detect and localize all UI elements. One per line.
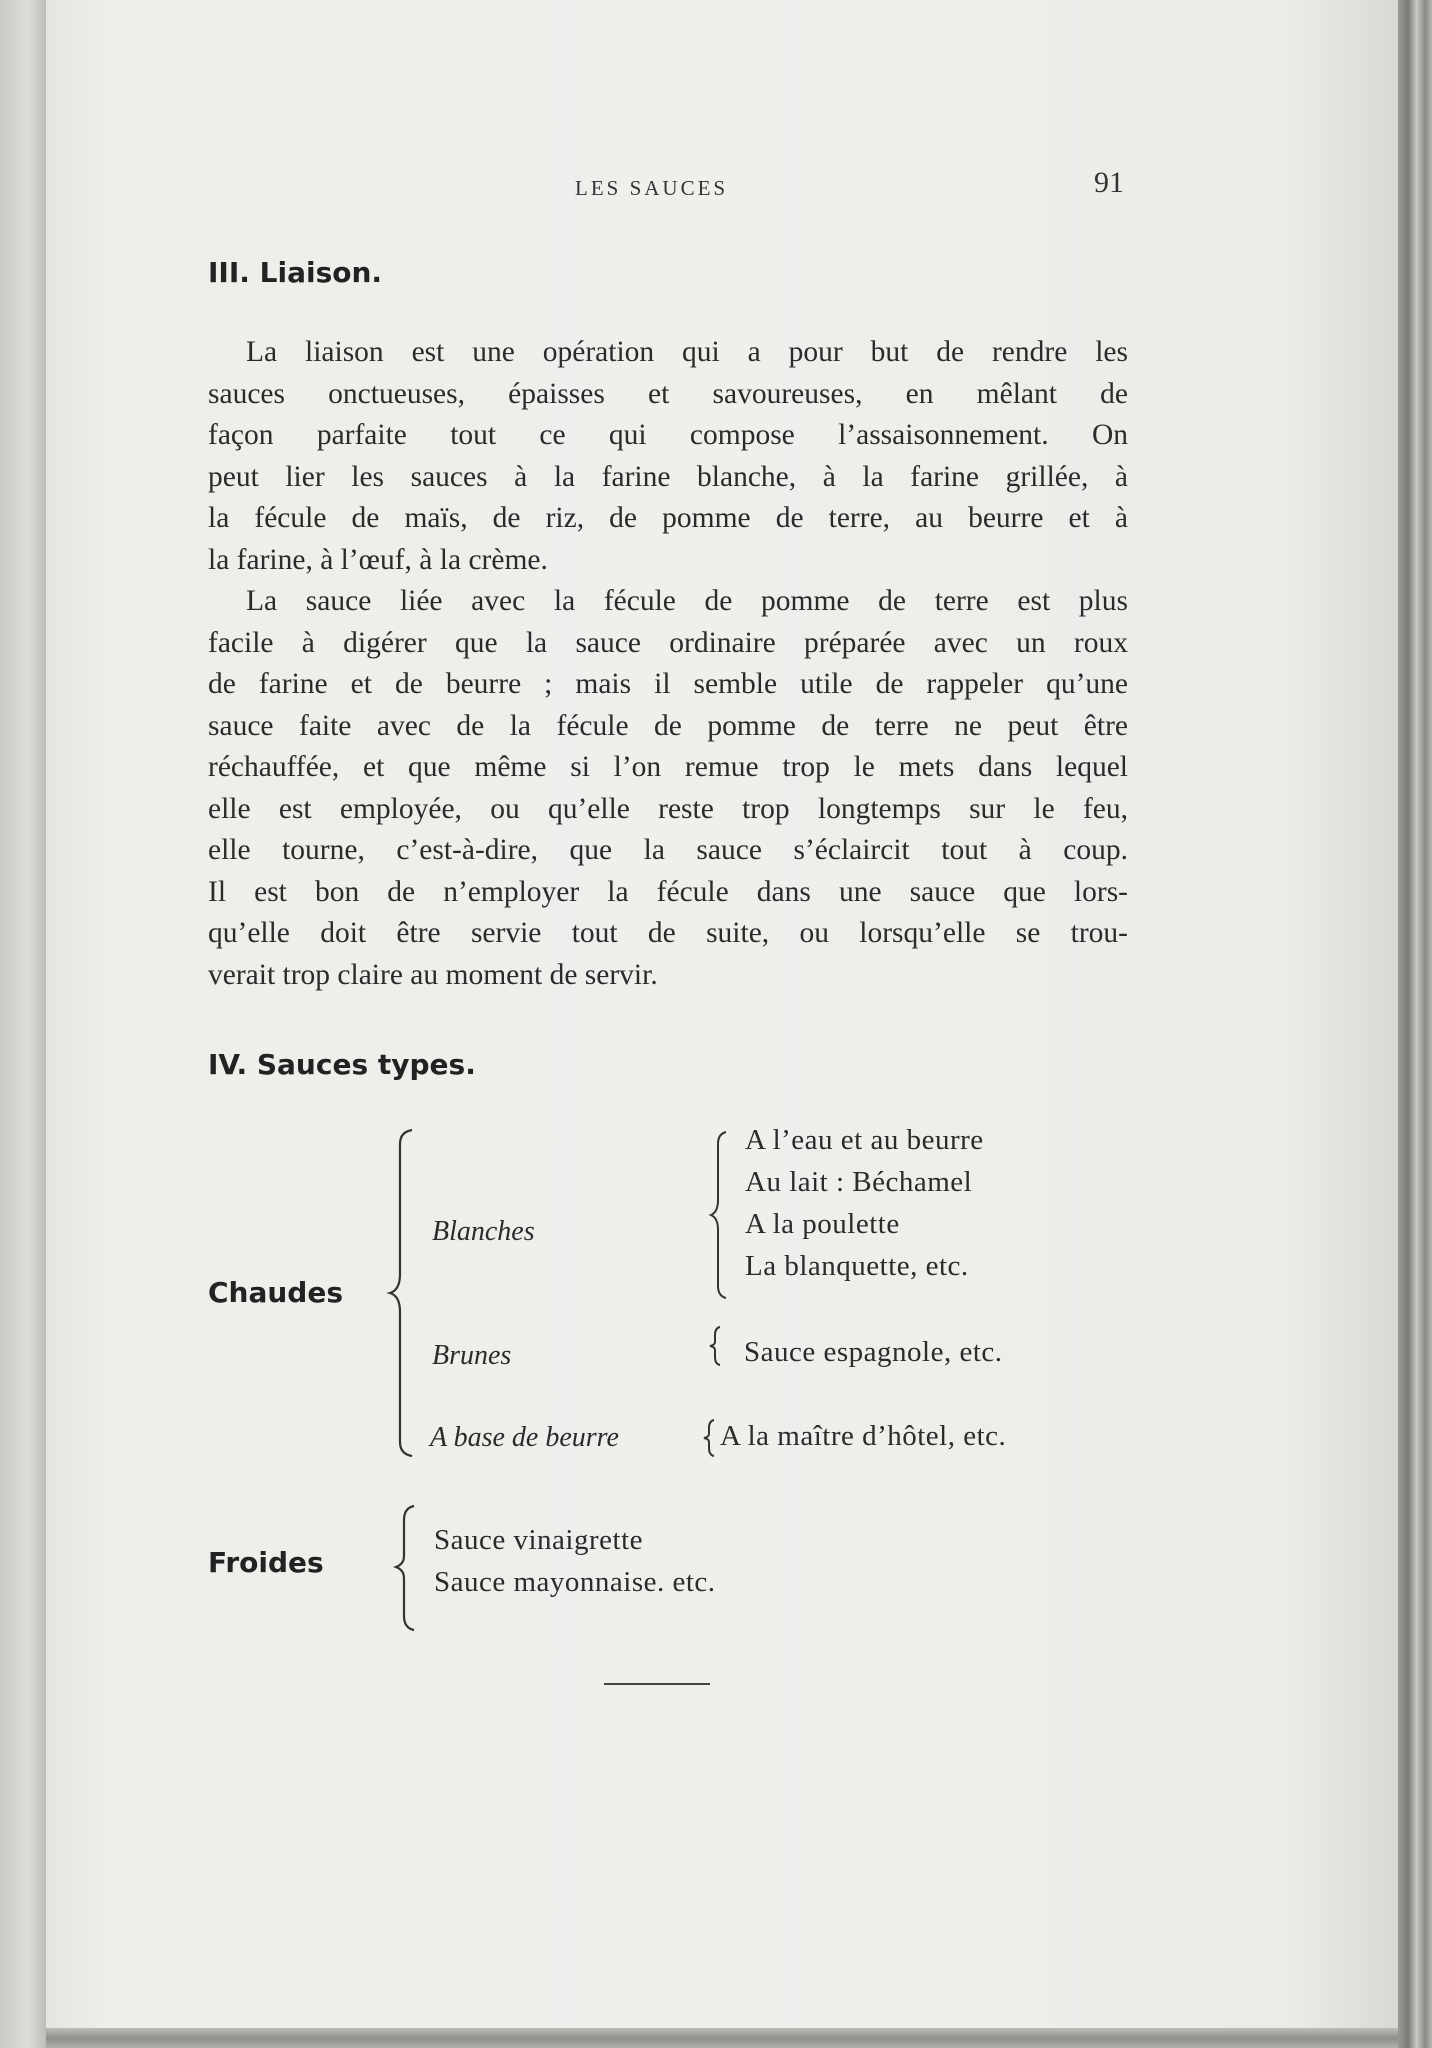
subcategory-blanches: Blanches xyxy=(432,1216,535,1247)
sauce-item: A l’eau et au beurre xyxy=(745,1124,984,1156)
sauce-item: La blanquette, etc. xyxy=(745,1250,969,1282)
sauce-item: A la maître d’hôtel, etc. xyxy=(720,1420,1007,1452)
text-line: facile à digérer que la sauce ordinaire préparée avec un roux xyxy=(208,626,1128,659)
brace-brunes xyxy=(708,1325,724,1367)
text-line: elle est employée, ou qu’elle reste trop longtemps sur le feu, xyxy=(208,792,1128,825)
text-line: elle tourne, c’est-à-dire, que la sauce s’éclaircit tout à coup. xyxy=(208,834,1128,866)
text-line: peut lier les sauces à la farine blanche, à la farine grillée, à xyxy=(208,460,1128,493)
section-heading-sauces-types: IV. Sauces types. xyxy=(208,1048,476,1081)
brace-chaudes xyxy=(386,1128,416,1458)
sauce-item: Sauce espagnole, etc. xyxy=(744,1336,1003,1368)
sauce-item: A la poulette xyxy=(745,1208,900,1240)
text-line: façon parfaite tout ce qui compose l’assaisonnement. On xyxy=(208,419,1128,451)
page-number: 91 xyxy=(1094,166,1124,199)
sauce-item: Sauce mayonnaise. etc. xyxy=(434,1566,716,1598)
paragraph-liaison-1 xyxy=(208,332,1128,581)
sauce-item: Au lait : Béchamel xyxy=(745,1166,973,1198)
text-line: sauces onctueuses, épaisses et savoureuses, en mêlant de xyxy=(208,377,1128,410)
brace-beurre xyxy=(702,1418,718,1458)
category-froides: Froides xyxy=(208,1546,324,1579)
text-line: la farine, à l’œuf, à la crème. xyxy=(208,543,548,576)
subcategory-a-base-de-beurre: A base de beurre xyxy=(430,1422,619,1453)
brace-froides xyxy=(392,1504,418,1632)
text-line: de farine et de beurre ; mais il semble utile de rappeler qu’une xyxy=(208,668,1128,700)
book-page xyxy=(46,0,1398,2028)
text-line: qu’elle doit être servie tout de suite, ou lorsqu’elle se trou- xyxy=(208,917,1128,949)
paragraph-liaison-2 xyxy=(208,581,1128,996)
text-line: Il est bon de n’employer la fécule dans une sauce que lors- xyxy=(208,875,1128,908)
subcategory-brunes: Brunes xyxy=(432,1340,512,1371)
text-line: La liaison est une opération qui a pour but de rendre les xyxy=(246,336,1128,368)
text-line: la fécule de maïs, de riz, de pomme de terre, au beurre et à xyxy=(208,502,1128,534)
page-edge-right xyxy=(1398,0,1432,2048)
text-line: sauce faite avec de la fécule de pomme de terre ne peut être xyxy=(208,709,1128,742)
page-edge-bottom xyxy=(46,2028,1398,2048)
text-line: réchauffée, et que même si l’on remue trop le mets dans lequel xyxy=(208,751,1128,783)
text-line: verait trop claire au moment de servir. xyxy=(208,958,658,991)
closing-rule xyxy=(604,1683,710,1685)
text-line: La sauce liée avec la fécule de pomme de terre est plus xyxy=(246,585,1128,617)
sauce-item: Sauce vinaigrette xyxy=(434,1524,643,1556)
book-gutter xyxy=(0,0,46,2048)
brace-blanches xyxy=(708,1130,730,1300)
category-chaudes: Chaudes xyxy=(208,1276,344,1309)
section-heading-liaison: III. Liaison. xyxy=(208,256,383,289)
running-head: LES SAUCES xyxy=(575,176,729,200)
